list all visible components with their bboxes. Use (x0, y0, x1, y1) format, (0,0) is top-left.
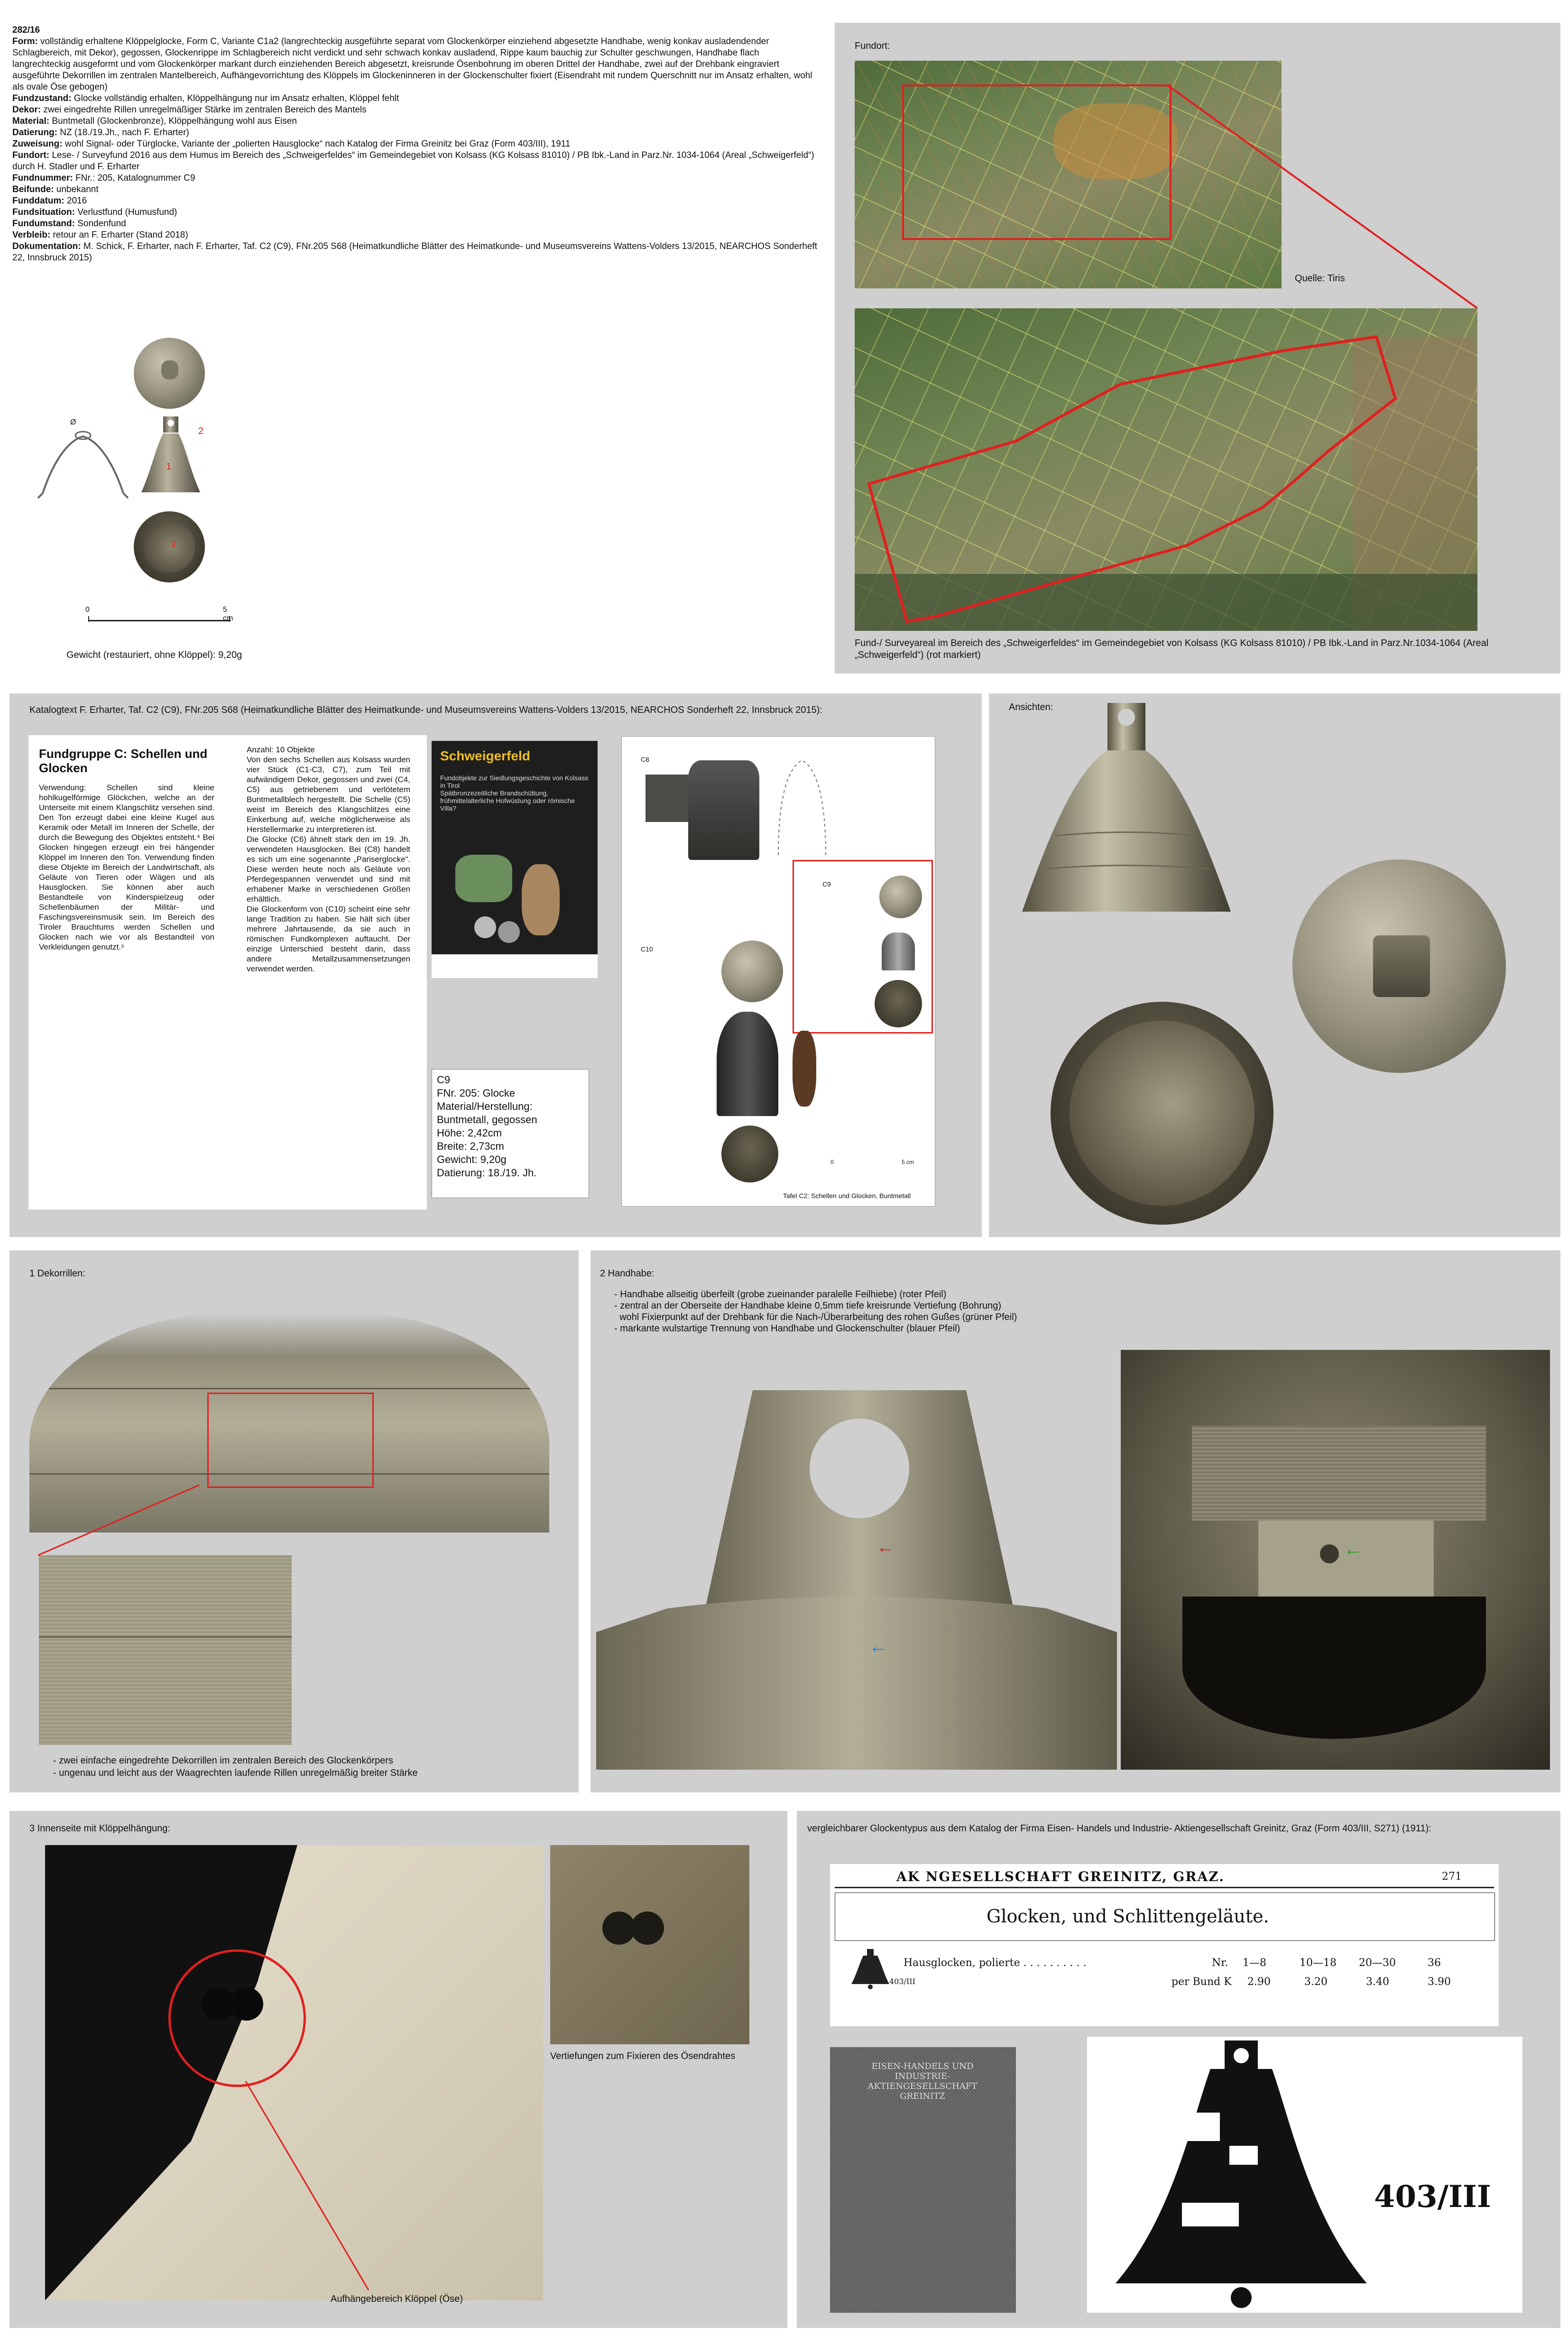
greinitz-page-title: Glocken, und Schlittengeläute. (987, 1906, 1269, 1927)
dekor-zoom-photo (39, 1555, 292, 1745)
description-field (12, 116, 819, 127)
description-field-label: Fundumstand: (12, 219, 75, 229)
greinitz-bell-illustration (1087, 2037, 1522, 2313)
plate-caption: Tafel C2: Schellen und Glocken, Buntmetall (783, 1192, 911, 1200)
bell-side-photo-large (998, 698, 1254, 921)
bell-inside-photo-large (1051, 1002, 1273, 1225)
description-field-text: Sondenfund (77, 219, 126, 229)
innenseite-label: 3 Innenseite mit Klöppelhängung: (29, 1823, 170, 1834)
description-field-label: Zuweisung: (12, 139, 63, 149)
object-id: 282/16 (12, 25, 40, 35)
c9-info-line: Höhe: 2,42cm (437, 1127, 502, 1139)
greinitz-price-3: 3.40 (1366, 1976, 1389, 1988)
greinitz-bell-icon (849, 1947, 892, 1990)
book-column-2: Anzahl: 10 Objekte Von den sechs Schellen aus Kolsass wurden vier Stück (C1-C3, C7), zum Teil mit aufwändigem Dekor, gegossen und zwei (C4, C5) aus getriebenem und verlötetem Buntmetallblech hergestellt. Die Schelle (C5) weist im Bereich des Klangschlitzes eine Einkerbung auf, welche möglicherweise als Herstellermarke zu interpretieren ist. Die Glocke (C6) ähnelt stark den im 19. Jh. verwendeten Hausglocken. Bei (C8) handelt es sich um eine sogenannte „Pariserglocke“. Diese werden heute noch als Geläute von Pferdegespannen verwendet und sind mit erhabener Marke in verschiedenen Größen erhältlich. Die Glockenform von (C10) scheint eine sehr lange Tradition zu haben. Sie hält sich über mehrere Jahrtausende, da sie auch in römischen Fundkomplexen auftaucht. Der einzige Unterschied besteht darin, dass andere Metallzusammensetzungen verwendet werden. (247, 745, 410, 973)
marker-2: 2 (198, 426, 204, 436)
description-field-text: retour an F. Erharter (Stand 2018) (53, 230, 188, 240)
bell-top-view-photo (134, 338, 205, 409)
red-arrow-icon: ← (876, 1536, 895, 1557)
description-field-text: vollständig erhaltene Klöppelglocke, Form C, Variante C1a2 (langrechteckig ausgeführte separat vom Glockenkörper einziehend abgesetzte Handhabe, wenig konkav ausladendender Schlagbereich, mit Dekor), gegossen, Glockenrippe im Schlagbereich nicht verdickt und sehr schwach konkav ausladend, Rippe kaum bauchig zur Schulter geschwungen, Handhabe flach langrechteckig ausgeformt und vom Glockenkörper markant durch einziehenden Bereich abgesetzt, kreisrunde Ösenbohrung im oberen Drittel der Handhabe, zwei auf der Drehbank eingraviert ausgeführte Dekorrillen im zentralen Mantelbereich, Aufhängevorrichtung des Klöppels im Glockeninneren in der Glockenschulter fixiert (Eisendraht mit rundem Querschnitt nur im Ansatz erhalten, wohl als ovale Öse gebogen) (12, 37, 812, 92)
description-field-label: Fundsituation: (12, 207, 75, 217)
description-fields (12, 36, 819, 264)
book-heading: Fundgruppe C: Schellen und Glocken (39, 747, 208, 775)
greinitz-cover-text: EISEN-HANDELS UND INDUSTRIE-AKTIENGESELLSCHAFT GREINITZ (867, 2061, 978, 2101)
description-field-text: wohl Signal- oder Türglocke, Variante der „polierten Hausglocke“ nach Katalog der Firma Greinitz bei Graz (Form 403/III), 1911 (65, 139, 571, 149)
map-source: Quelle: Tiris (1295, 273, 1345, 284)
description-field-label: Funddatum: (12, 196, 65, 206)
greinitz-form-no: 403/III (889, 1977, 915, 1986)
description-field (12, 173, 819, 184)
katalog-title: Katalogtext F. Erharter, Taf. C2 (C9), FNr.205 S68 (Heimatkundliche Blätter des Heimatkunde- und Museumsvereins Wattens-Volders 13/2015, NEARCHOS Sonderheft 22, Innsbruck 2015): (29, 705, 822, 715)
innenseite-caption-bottom: Aufhängebereich Klöppel (Öse) (331, 2294, 463, 2304)
book-cover-title: Schweigerfeld (440, 748, 530, 763)
scale-right-label: 5 cm (223, 606, 233, 622)
description-field-text: NZ (18./19.Jh., nach F. Erharter) (60, 128, 189, 138)
innenseite-caption-small: Vertiefungen zum Fixieren des Ösendrahtes (550, 2051, 736, 2061)
description-field (12, 93, 819, 104)
handhabe-note-2: - zentral an der Oberseite der Handhabe kleine 0,5mm tiefe kreisrunde Vertiefung (Bohrung) (614, 1301, 1002, 1311)
c9-info-box (432, 1069, 589, 1198)
greinitz-row-label: Hausglocken, polierte . . . . . . . . . . (904, 1957, 1087, 1969)
description-field-label: Fundnummer: (12, 173, 73, 183)
description-field-label: Datierung: (12, 128, 57, 138)
greinitz-range-4: 36 (1428, 1957, 1441, 1969)
handhabe-top-photo (1121, 1350, 1550, 1770)
ansichten-panel (989, 693, 1560, 1237)
ose-detail-photo (550, 1845, 749, 2044)
greinitz-price-1: 2.90 (1247, 1976, 1271, 1988)
c9-info-line: Datierung: 18./19. Jh. (437, 1167, 537, 1179)
description-field (12, 127, 819, 138)
description-field-text: unbekannt (56, 185, 99, 194)
dekor-panel (9, 1250, 579, 1792)
detail-area-outline (855, 308, 1477, 631)
greinitz-catalog-page (830, 1864, 1499, 2026)
katalog-panel (9, 693, 982, 1237)
description-field (12, 195, 819, 207)
plate-c9-label: C9 (822, 880, 831, 888)
description-field-text: Buntmetall (Glockenbronze), Klöppelhängung wohl aus Eisen (52, 116, 297, 126)
bell-side-view-photo (138, 416, 204, 497)
plate-scale-0: 0 (830, 1159, 834, 1165)
greinitz-price-4: 3.90 (1428, 1976, 1451, 1988)
bell-top-photo-large (1292, 859, 1506, 1073)
green-arrow-icon: ← (1344, 1539, 1363, 1560)
plate-c2 (621, 736, 935, 1207)
plate-c9-highlight (793, 860, 933, 1034)
dekor-note-2: - ungenau und leicht aus der Waagrechten laufende Rillen unregelmäßig breiter Stärke (53, 1768, 418, 1778)
dekor-note-1: - zwei einfache eingedrehte Dekorrillen im zentralen Bereich des Glockenkörpers (53, 1755, 394, 1766)
description-field (12, 104, 819, 116)
plate-scale-5: 5 cm (902, 1159, 914, 1165)
marker-1: 1 (166, 462, 172, 472)
c9-info-line: C9 (437, 1074, 451, 1086)
greinitz-range-3: 20—30 (1359, 1957, 1396, 1969)
c9-info-line: Breite: 2,73cm (437, 1140, 504, 1152)
greinitz-per-bund: per Bund K (1171, 1976, 1232, 1988)
fundort-caption: Fund-/ Surveyareal im Bereich des „Schweigerfeldes“ im Gemeindegebiet von Kolsass (KG Kolsass 81010) / PB Ibk.-Land in Parz.Nr.1034-1064 (Areal „Schweigerfeld“) (rot markiert) (855, 638, 1489, 660)
greinitz-range-1: 1—8 (1243, 1957, 1266, 1969)
ansichten-label: Ansichten: (1009, 702, 1053, 712)
description-field-label: Fundort: (12, 150, 50, 160)
greinitz-range-2: 10—18 (1300, 1957, 1337, 1969)
description-field (12, 230, 819, 241)
handhabe-note-1: - Handhabe allseitig überfeilt (grobe zueinander paralelle Feilhiebe) (roter Pfeil) (614, 1289, 947, 1300)
detail-map (855, 308, 1477, 631)
description-field-text: Verlustfund (Humusfund) (77, 207, 177, 217)
dekor-label: 1 Dekorrillen: (29, 1268, 85, 1279)
greinitz-big-form-no: 403/III (1374, 2179, 1491, 2215)
description-field-label: Form: (12, 37, 38, 46)
plate-c8-label: C8 (641, 756, 649, 763)
description-field-label: Verbleib: (12, 230, 51, 240)
bell-bottom-view-photo (134, 511, 205, 582)
description-field-label: Material: (12, 116, 50, 126)
description-field (12, 138, 819, 150)
handhabe-panel (590, 1250, 1560, 1792)
description-field-label: Fundzustand: (12, 93, 72, 103)
description-field-label: Dekor: (12, 105, 41, 115)
greinitz-page-number: 271 (1442, 1871, 1462, 1883)
description-field (12, 207, 819, 218)
greinitz-price-2: 3.20 (1304, 1976, 1328, 1988)
handhabe-note-4: - markante wulstartige Trennung von Handhabe und Glockenschulter (blauer Pfeil) (614, 1323, 960, 1334)
book-column-1: Verwendung: Schellen sind kleine hohlkugelförmige Glöckchen, welche an der Unterseite mit einem Klangschlitz versehen sind. Den Ton erzeugt dabei eine kleine Kugel aus Keramik oder Metall im Inneren der Schelle, der durch die Bewegung des Objektes entsteht.⁴ Bei Glocken hingegen erzeugt ein frei hängender Klöppel im Inneren den Ton. Verwendung finden diese Objekte im Bereich der Landwirtschaft, als Geläute von Tieren oder Wägen und als Hausglocken. Sie können aber auch Bestandteile von Kinderspielzeug oder Schellenbäumen der Militär- und Faschingsvereinsmusik sein. Im Bereich des Tiroler Brauchtums werden Schellen und Glocken nach wie vor als Bestandteil von Verkleidungen genutzt.⁵ (39, 783, 214, 951)
drawing-label: Ø (70, 418, 76, 426)
scale-bar (85, 606, 233, 628)
plate-c10-label: C10 (641, 945, 653, 953)
description-field-text: Glocke vollständig erhalten, Klöppelhängung nur im Ansatz erhalten, Klöppel fehlt (74, 93, 399, 103)
description-field-label: Beifunde: (12, 185, 54, 194)
description-field (12, 241, 819, 264)
description-block (12, 25, 819, 264)
handhabe-side-photo (596, 1385, 1117, 1770)
description-field (12, 36, 819, 93)
c9-info-lines (432, 1070, 589, 1183)
book-cover-lines: Fundobjekte zur Siedlungsgeschichte von Kolsass in Tirol Spätbronzezeitliche Brandschüttung, frühmittelalterliche Hofwüstung oder römische Villa? (440, 774, 589, 812)
greinitz-label: vergleichbarer Glockentypus aus dem Katalog der Firma Eisen- Handels und Industrie- Aktiengesellschaft Greinitz, Graz (Form 403/III, S271) (1911): (807, 1823, 1431, 1834)
description-field-text: M. Schick, F. Erharter, nach F. Erharter, Taf. C2 (C9), FNr.205 S68 (Heimatkundliche Blätter des Heimatkunde- und Museumsvereins Wattens-Volders 13/2015, NEARCHOS Sonderheft 22, Innsbruck 2015) (12, 241, 817, 263)
map-connector-line (835, 23, 1560, 355)
blue-arrow-icon: ← (869, 1636, 888, 1657)
c9-info-line: FNr. 205: Glocke (437, 1087, 516, 1099)
bell-drawing (33, 418, 133, 503)
description-field-text: FNr.: 205, Katalognummer C9 (75, 173, 195, 183)
description-field-text: Lese- / Surveyfund 2016 aus dem Humus im Bereich des „Schweigerfeldes“ im Gemeindegebiet von Kolsass (KG Kolsass 81010) / PB Ibk.-Land in Parz.Nr. 1034-1064 (Areal „Schweigerfeld“) durch H. Stadler und F. Erharter (12, 150, 814, 172)
greinitz-panel (797, 1811, 1560, 2328)
book-page-text (28, 735, 427, 1210)
fundort-panel (835, 23, 1560, 674)
description-field (12, 150, 819, 173)
scale-left-label: 0 (85, 606, 90, 614)
marker-3: 3 (171, 540, 176, 549)
greinitz-page-header: AK NGESELLSCHAFT GREINITZ, GRAZ. (896, 1869, 1225, 1884)
c9-info-line: Material/Herstellung: Buntmetall, gegossen (437, 1100, 537, 1126)
description-field (12, 184, 819, 195)
book-cover (432, 741, 598, 978)
greinitz-row-nr: Nr. (1212, 1957, 1228, 1969)
c9-info-line: Gewicht: 9,20g (437, 1154, 507, 1165)
description-field-label: Dokumentation: (12, 241, 81, 251)
description-field (12, 218, 819, 230)
handhabe-label: 2 Handhabe: (600, 1268, 655, 1279)
handhabe-note-3: wohl Fixierpunkt auf der Drehbank für die Nach-/Überarbeitung des rohen Gußes (grüner Pfeil) (614, 1312, 1017, 1322)
description-field-text: 2016 (67, 196, 87, 206)
innenseite-panel (9, 1811, 787, 2328)
description-field-text: zwei eingedrehte Rillen unregelmäßiger Stärke im zentralen Bereich des Mantels (43, 105, 367, 115)
fundort-label: Fundort: (855, 41, 890, 51)
greinitz-catalog-cover (830, 2047, 1016, 2313)
weight-caption: Gewicht (restauriert, ohne Klöppel): 9,20g (66, 650, 242, 660)
